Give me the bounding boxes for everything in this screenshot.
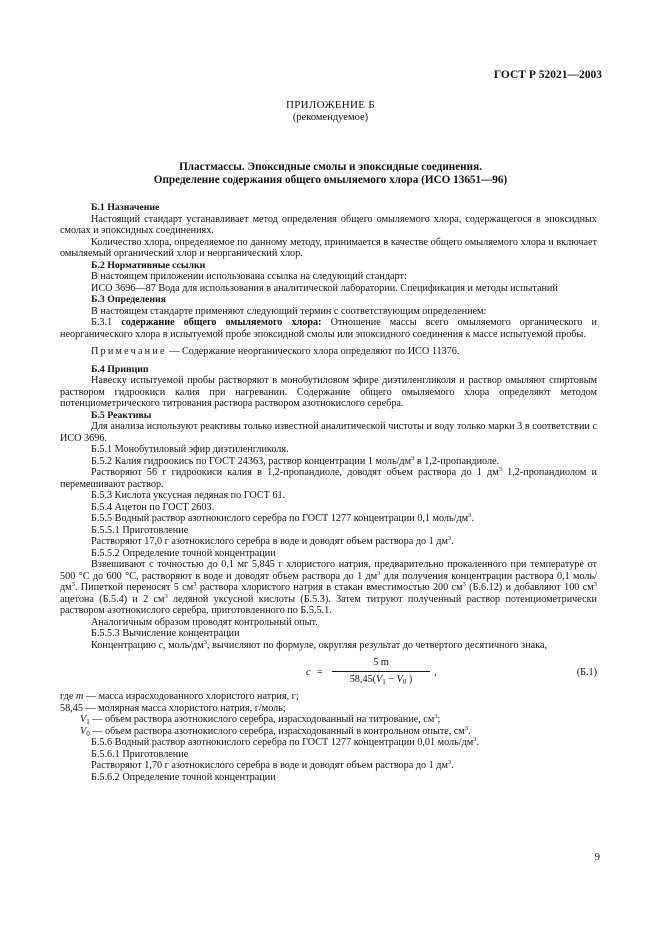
- paragraph: Растворяют 56 г гидроокиси калия в 1,2-пропандиоле, доводят объем раствора до 1 $дм^3$ 1,2-пропандиолом и перемешивают раствор.: [60, 466, 597, 490]
- paragraph: Для анализа используют реактивы только известной аналитической чистоты и воду только марки 3 в соответствии с ИСО 3696.: [60, 421, 597, 444]
- list-item: Б.5.5.2 Определение точной концентрации: [91, 547, 276, 559]
- list-item: Б.5.6.2 Определение точной концентрации: [91, 771, 276, 783]
- section-heading: Б.1 Назначение: [91, 202, 160, 213]
- list-item: Б.5.4 Ацетон по ГОСТ 2603.: [91, 501, 215, 513]
- annex-status: (рекомендуемое): [292, 112, 369, 123]
- where-line: 58,45 — молярная масса хлористого натрия, г/моль;: [60, 702, 286, 714]
- clause-number: Б.3.1: [91, 317, 113, 328]
- formula-numerator: 5 m: [373, 657, 389, 668]
- where-line: $V_1$ — объем раствора азотнокислого серебра, израсходованный на титрование, $см^3$;: [80, 713, 441, 726]
- list-item: Б.5.6 Водный раствор азотнокислого серебра по ГОСТ 1277 концентрации 0,01 моль/$дм^3$.: [91, 736, 480, 748]
- formula-lhs: c: [306, 667, 311, 678]
- paragraph: Настоящий стандарт устанавливает метод определения общего омыляемого хлора, содержащегося в эпоксидных смолах и эпоксидных соединениях.: [60, 213, 597, 236]
- list-item: Б.5.5 Водный раствор азотнокислого серебра по ГОСТ 1277 концентрации 0,1 моль/$дм^3$.: [91, 512, 474, 524]
- where-line: где m — масса израсходованного хлористого натрия, г;: [60, 691, 299, 702]
- definition-text: Отношение массы всего омыляемого органического и неорганического хлора в испытуемой пробе эпоксидной смолы или эпоксидного соединения к массе испытуемой пробы.: [60, 317, 598, 340]
- formula-denominator: $58,45(V_1 - V_0$ ): [349, 674, 413, 686]
- page-number: 9: [594, 851, 600, 863]
- formula-comma: ,: [434, 667, 437, 678]
- note-text: — Содержание неорганического хлора определяют по ИСО 11376.: [169, 346, 460, 357]
- note: [60, 346, 597, 358]
- list-item: Б.5.5.1 Приготовление: [91, 524, 189, 536]
- standard-number: ГОСТ Р 52021—2003: [493, 69, 602, 81]
- formula-equals: =: [317, 667, 323, 678]
- list-item: Б.5.6.1 Приготовление: [91, 748, 189, 760]
- paragraph: Взвешивают с точностью до 0,1 мг 5,845 г хлористого натрия, предварительно прокаленного при температуре от 500 °С до 600 °С, растворяют в воде и доводят объем раствора до 1 $дм^3$ для получения концентрации раствора 0,1 моль/$дм^3$. Пипеткой переносят 5 $см^3$ раствора хлористого натрия в стакан вместимостью 200 $см^3$ (Б.6.12) и добавляют 100 $см^3$ ацетона (Б.5.4) и 2 $см^3$ ледяной уксусной кислоты (Б.5.3). Затем титруют полученный раствор потенциометрически раствором азотнокислого серебра, приготовленного по Б.5.5.1.: [60, 559, 598, 616]
- fraction-bar: [332, 671, 430, 672]
- paragraph: В настоящем стандарте применяют следующий термин с соответствующим определением:: [91, 305, 487, 317]
- note-label: Примечание: [91, 346, 167, 357]
- section-heading: Б.4 Принцип: [91, 363, 149, 375]
- paragraph: Растворяют 17,0 г азотнокислого серебра в воде и доводят объем раствора до 1 $дм^3$.: [91, 535, 454, 547]
- formula-b1: [60, 655, 597, 691]
- section-heading: Б.3 Определения: [91, 294, 166, 305]
- list-item: Б.5.2 Калия гидроокись по ГОСТ 24363, раствор концентрации 1 моль/$дм^3$ в 1,2-пропандиоле.: [91, 454, 500, 467]
- paragraph: Аналогичным образом проводят контрольный опыт.: [91, 616, 318, 628]
- paragraph: В настоящем приложении использована ссылка на следующий стандарт:: [91, 271, 407, 282]
- section-heading: Б.2 Нормативные ссылки: [91, 259, 206, 271]
- paragraph: Растворяют 1,70 г азотнокислого серебра в воде и доводят объем раствора до 1 $дм^3$.: [91, 759, 454, 771]
- defined-term: содержание общего омыляемого хлора:: [121, 317, 322, 328]
- definition: [60, 317, 597, 340]
- annex-title: ПРИЛОЖЕНИЕ Б: [286, 99, 375, 111]
- doc-title-line2: Определение содержания общего омыляемого хлора (ИСО 13651—96): [153, 174, 508, 186]
- paragraph: ИСО 3696—87 Вода для использования в аналитической лаборатории. Спецификация и методы испытаний: [91, 282, 558, 294]
- list-item: Б.5.3 Кислота уксусная ледяная по ГОСТ 61.: [91, 490, 286, 501]
- document-body: [60, 202, 597, 783]
- list-item: Б.5.1 Монобутиловый эфир диэтиленгликоля.: [91, 444, 289, 455]
- doc-title-line1: Пластмассы. Эпоксидные смолы и эпоксидные соединения.: [179, 161, 482, 173]
- paragraph: Количество хлора, определяемое по данному методу, принимается в качестве общего омыляемого хлора и включает омыляемый органический хлор и неорганический хлор.: [60, 236, 597, 259]
- paragraph: Концентрацию с, моль/$дм^3$, вычисляют по формуле, округляя результат до четвертого десятичного знака,: [91, 638, 548, 651]
- list-item: Б.5.5.3 Вычисление концентрации: [91, 628, 240, 639]
- paragraph: Навеску испытуемой пробы растворяют в монобутиловом эфире диэтиленгликоля и раствор омыляют спиртовым раствором гидроокиси калия при нагревании. Содержание общего омыляемого хлора определяют методом потенциометрического титрования раствора раствором азотнокислого серебра.: [60, 375, 597, 409]
- where-line: $V_0$ — объем раствора азотнокислого серебра, израсходованный в контрольном опыте, $см^3$.: [80, 724, 471, 738]
- section-heading: Б.5 Реактивы: [91, 409, 152, 421]
- formula-number: (Б.1): [576, 667, 597, 678]
